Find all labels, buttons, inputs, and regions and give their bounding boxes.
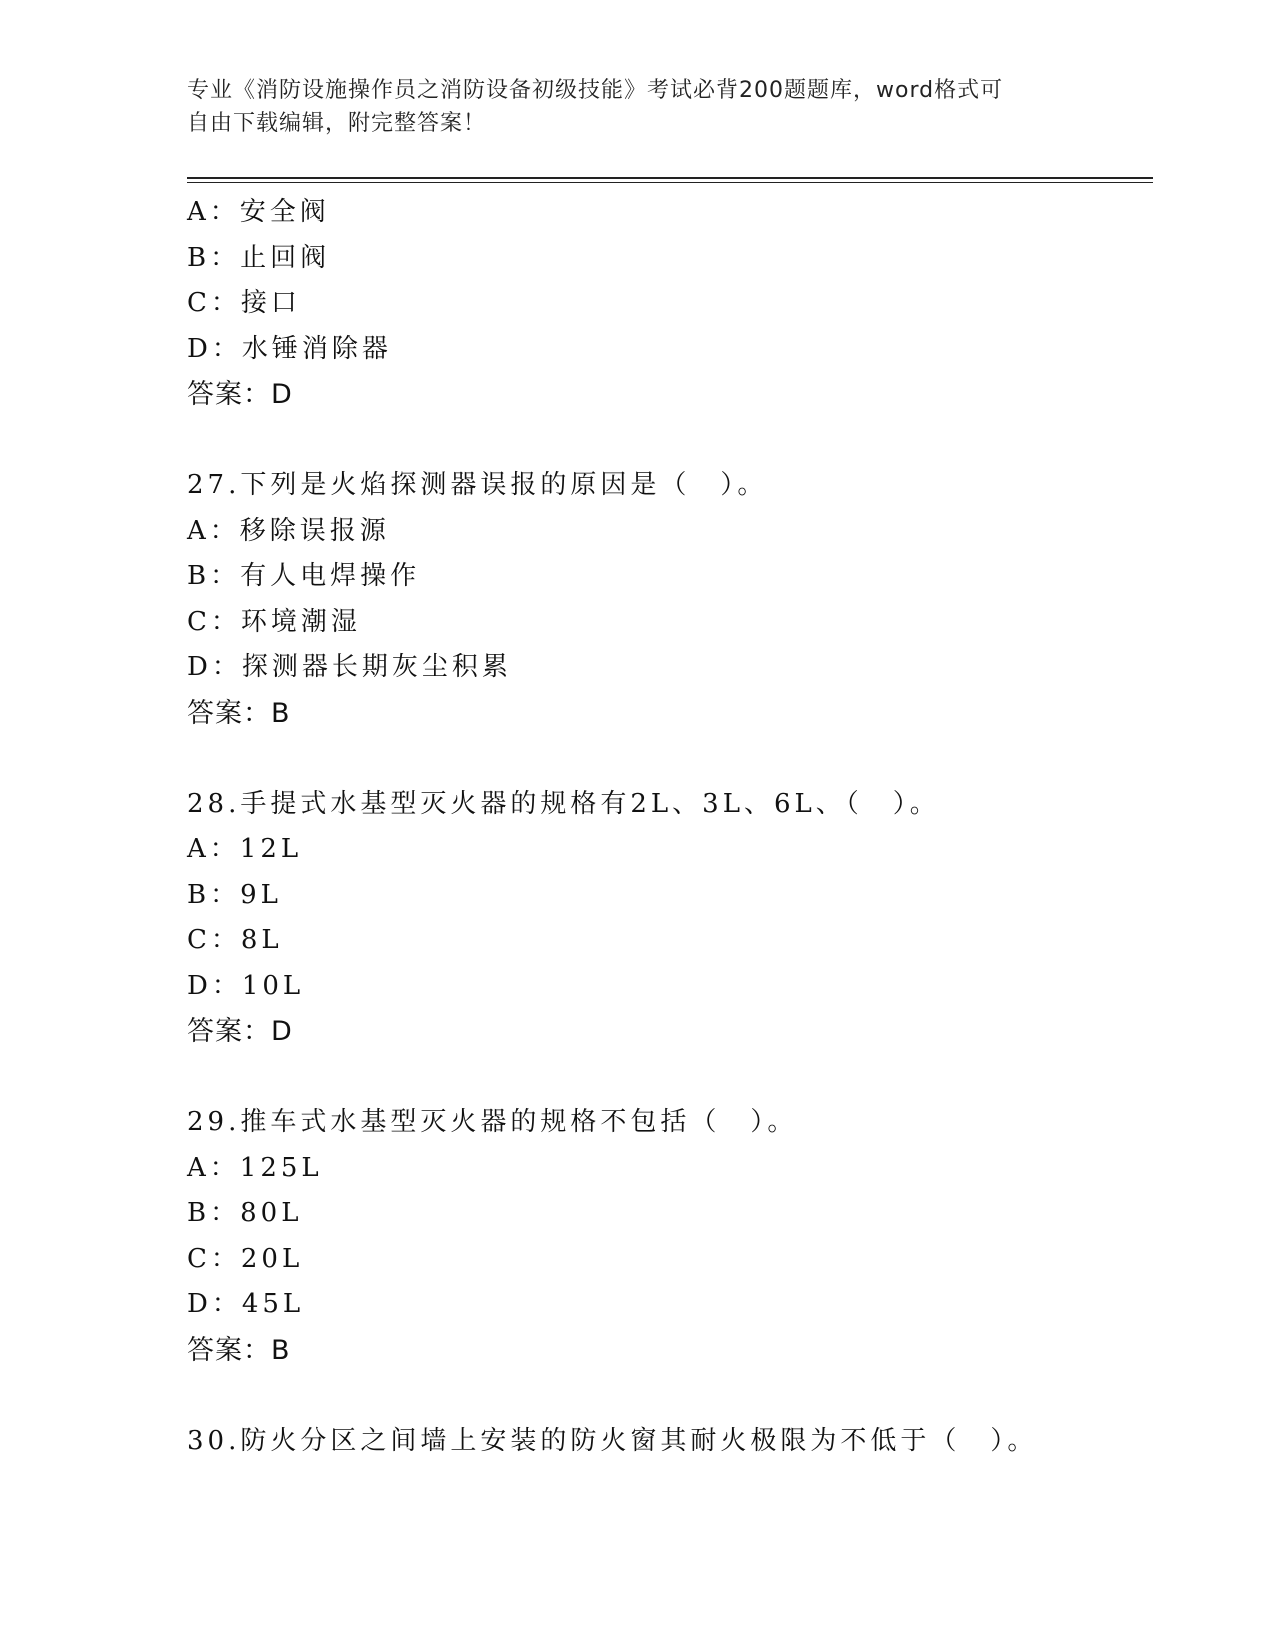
option-b: B：9L: [187, 879, 282, 910]
question-26: [187, 190, 1147, 418]
header-divider-thin: [187, 182, 1153, 183]
option-d: D：45L: [187, 1289, 305, 1319]
option-c: C：环境潮湿: [187, 606, 361, 637]
option-a: A：安全阀: [187, 197, 330, 227]
option-a: A：移除误报源: [187, 515, 390, 546]
question-stem: 30.防火分区之间墙上安装的防火窗其耐火极限为不低于（ ）。: [187, 1425, 1038, 1456]
question-30: [187, 1419, 1147, 1465]
answer: 答案：B: [187, 697, 291, 729]
option-c: C：20L: [187, 1243, 304, 1274]
answer: 答案：D: [187, 1016, 293, 1047]
document-header: [187, 74, 1087, 140]
option-d: D：水锤消除器: [187, 333, 392, 364]
option-c: C：接口: [187, 288, 301, 318]
question-list: [187, 190, 1147, 1464]
answer: 答案：B: [187, 1334, 291, 1366]
question-stem: 27.下列是火焰探测器误报的原因是（ ）。: [187, 470, 768, 500]
question-27: [187, 463, 1147, 736]
question-29: [187, 1100, 1147, 1373]
header-line-1: 专业《消防设施操作员之消防设备初级技能》考试必背200题题库，word格式可: [187, 78, 1004, 103]
option-d: D：探测器长期灰尘积累: [187, 652, 512, 682]
option-c: C：8L: [187, 925, 283, 955]
option-b: B：有人电焊操作: [187, 561, 421, 591]
option-b: B：止回阀: [187, 242, 331, 273]
header-line-2: 自由下载编辑，附完整答案！: [187, 111, 487, 136]
option-a: A：125L: [187, 1152, 323, 1183]
question-stem: 28.手提式水基型灭火器的规格有2L、3L、6L、（ ）。: [187, 788, 940, 819]
header-divider: [187, 177, 1153, 179]
option-a: A：12L: [187, 834, 303, 864]
option-d: D：10L: [187, 970, 305, 1001]
question-stem: 29.推车式水基型灭火器的规格不包括（ ）。: [187, 1107, 798, 1137]
question-28: [187, 782, 1147, 1055]
option-b: B：80L: [187, 1198, 303, 1228]
answer: 答案：D: [187, 379, 293, 410]
